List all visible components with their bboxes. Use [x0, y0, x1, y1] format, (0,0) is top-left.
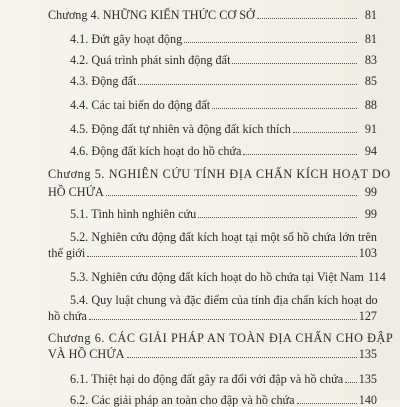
- toc-title: VÀ HỒ CHỨA: [48, 347, 125, 361]
- toc-title: 6.2. Các giải pháp an toàn cho đập và hồ chứa: [70, 393, 295, 407]
- toc-page-number: 91: [364, 122, 377, 136]
- dot-leader: [138, 75, 357, 85]
- toc-chapter-6-line-1[interactable]: Chương 6. CÁC GIẢI PHÁP AN TOÀN ĐỊA CHẤN CHO ĐẬP: [48, 331, 394, 345]
- toc-page-number: 85: [364, 74, 377, 88]
- toc-section-6-1[interactable]: [70, 372, 377, 386]
- toc-title: 4.1. Đứt gãy hoạt động: [70, 32, 183, 46]
- toc-title: HỒ CHỨA: [48, 185, 104, 199]
- dot-leader: [89, 310, 357, 320]
- toc-page-number: 81: [364, 32, 377, 46]
- toc-page-number: 135: [358, 347, 377, 361]
- toc-section-5-3[interactable]: [70, 270, 386, 284]
- dot-leader: [87, 247, 356, 257]
- toc-title: 5.1. Tình hình nghiên cứu: [70, 207, 197, 221]
- toc-page-number: 99: [364, 185, 377, 199]
- toc-title: 4.6. Động đất kích hoạt do hồ chứa: [70, 144, 242, 158]
- toc-title: hồ chứa: [48, 309, 87, 323]
- toc-chapter-5[interactable]: [48, 185, 377, 199]
- toc-page-number: 135: [358, 372, 377, 386]
- toc-title: 4.4. Các tai biến do động đất: [70, 98, 211, 112]
- dot-leader: [212, 99, 357, 109]
- dot-leader: [184, 33, 357, 43]
- toc-page-number: 127: [358, 309, 377, 323]
- toc-page-number: 114: [368, 270, 386, 284]
- toc-section-4-6[interactable]: [70, 144, 377, 158]
- dot-leader: [297, 394, 357, 404]
- dot-leader: [293, 123, 357, 133]
- toc-section-5-4[interactable]: [48, 309, 377, 323]
- dot-leader: [257, 9, 357, 19]
- toc-section-4-4[interactable]: [70, 98, 377, 112]
- toc-section-6-2[interactable]: [70, 393, 377, 407]
- toc-section-4-2[interactable]: [70, 53, 377, 67]
- toc-chapter-5-line-1[interactable]: Chương 5. NGHIÊN CỨU TÍNH ĐỊA CHẤN KÍCH HOẠT DO: [48, 167, 391, 181]
- toc-page-number: 88: [364, 98, 377, 112]
- toc-title: thế giới: [48, 246, 86, 260]
- toc-title: 5.3. Nghiên cứu động đất kích hoạt do hồ chứa tại Việt Nam: [70, 270, 364, 284]
- toc-title: 4.5. Động đất tự nhiên và động đất kích thích: [70, 122, 291, 136]
- toc-section-4-3[interactable]: [70, 74, 377, 88]
- toc-page-number: 103: [358, 246, 377, 260]
- toc-section-5-2-line-1[interactable]: 5.2. Nghiên cứu động đất kích hoạt tại một số hồ chứa lớn trên: [70, 230, 377, 244]
- toc-chapter-4[interactable]: [48, 8, 377, 22]
- dot-leader: [243, 145, 357, 155]
- toc-chapter-6[interactable]: [48, 347, 377, 361]
- dot-leader: [232, 54, 357, 64]
- toc-page-number: 140: [358, 393, 377, 407]
- dot-leader: [127, 348, 357, 358]
- toc-title: 4.2. Quá trình phát sinh động đất: [70, 53, 231, 67]
- toc-section-5-1[interactable]: [70, 207, 377, 221]
- dot-leader: [345, 373, 357, 383]
- toc-page-number: 94: [364, 144, 377, 158]
- toc-title: Chương 4. NHỮNG KIẾN THỨC CƠ SỞ: [48, 8, 255, 22]
- toc-page-number: 99: [364, 207, 377, 221]
- toc-page-number: 83: [364, 53, 377, 67]
- toc-section-5-2[interactable]: [48, 246, 377, 260]
- toc-section-5-4-line-1[interactable]: 5.4. Quy luật chung và đặc điểm của tính địa chấn kích hoạt do: [70, 293, 378, 307]
- toc-title: 6.1. Thiệt hại do động đất gây ra đối với đập và hồ chứa: [70, 372, 344, 386]
- toc-section-4-1[interactable]: [70, 32, 377, 46]
- dot-leader: [198, 208, 357, 218]
- dot-leader: [106, 186, 357, 196]
- toc-section-4-5[interactable]: [70, 122, 377, 136]
- toc-page-number: 81: [364, 8, 377, 22]
- toc-title: 4.3. Động đất: [70, 74, 137, 88]
